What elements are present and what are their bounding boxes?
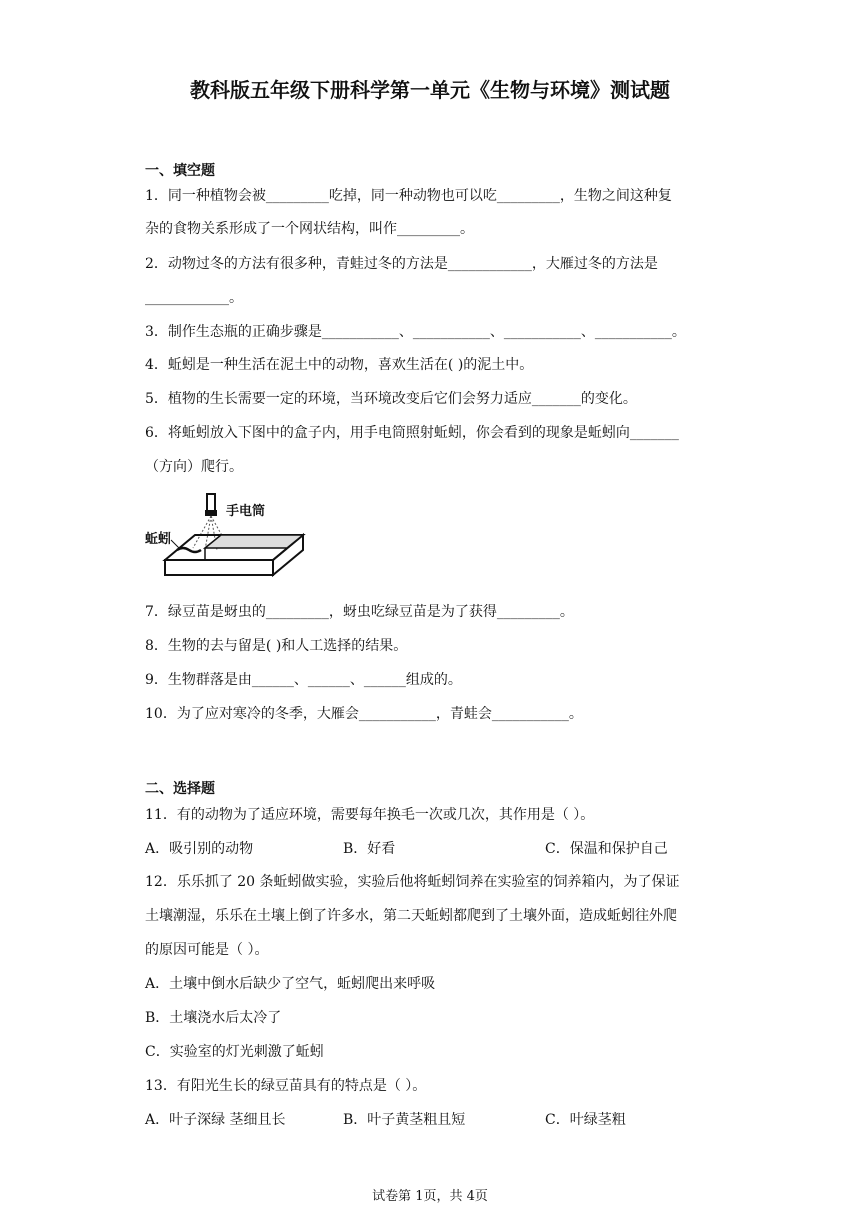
question-2-line-1: 2．动物过冬的方法有很多种，青蛙过冬的方法是____________，大雁过冬的方法是 [145, 256, 658, 272]
section-heading-fill-in: 一、填空题 [145, 163, 215, 179]
page-title: 教科版五年级下册科学第一单元《生物与环境》测试题 [190, 78, 670, 102]
worm-icon [177, 548, 201, 552]
section-heading-multiple-choice: 二、选择题 [145, 781, 215, 797]
page-footer: 试卷第 1页，共 4页 [372, 1189, 488, 1204]
question-8: 8．生物的去与留是( )和人工选择的结果。 [145, 638, 408, 654]
question-12-option-b: B．土壤浇水后太冷了 [145, 1010, 282, 1026]
question-1-line-2: 杂的食物关系形成了一个网状结构，叫作_________。 [145, 221, 474, 237]
question-12-line-3: 的原因可能是（ ）。 [145, 942, 269, 958]
question-12-line-1: 12．乐乐抓了 20 条蚯蚓做实验，实验后他将蚯蚓饲养在实验室的饲养箱内，为了保证 [145, 874, 680, 890]
question-3: 3．制作生态瓶的正确步骤是___________、___________、___________、___________。 [145, 324, 686, 340]
question-4: 4．蚯蚓是一种生活在泥土中的动物，喜欢生活在( )的泥土中。 [145, 357, 534, 373]
question-13: 13．有阳光生长的绿豆苗具有的特点是（ ）。 [145, 1078, 427, 1094]
question-13-option-a: A．叶子深绿 茎细且长 [145, 1112, 286, 1128]
question-1-line-1: 1．同一种植物会被_________吃掉，同一种动物也可以吃_________，生物之间这种复 [145, 188, 672, 204]
question-9: 9．生物群落是由______、______、______组成的。 [145, 672, 462, 688]
question-6-line-2: （方向）爬行。 [145, 459, 243, 475]
question-2-line-2: ____________。 [145, 290, 243, 306]
question-11-option-b: B．好看 [343, 841, 396, 857]
worm-label: 蚯蚓 [145, 532, 172, 547]
question-11-option-a: A．吸引别的动物 [145, 841, 254, 857]
question-6-line-1: 6．将蚯蚓放入下图中的盒子内，用手电筒照射蚯蚓，你会看到的现象是蚯蚓向_______ [145, 425, 679, 441]
question-7: 7．绿豆苗是蚜虫的_________，蚜虫吃绿豆苗是为了获得_________。 [145, 604, 574, 620]
question-13-option-b: B．叶子黄茎粗且短 [343, 1112, 466, 1128]
question-11-option-c: C．保温和保护自己 [545, 841, 668, 857]
question-10: 10．为了应对寒冷的冬季，大雁会___________，青蛙会___________。 [145, 706, 583, 722]
worm-box-figure [143, 490, 313, 585]
question-12-option-a: A．土壤中倒水后缺少了空气，蚯蚓爬出来呼吸 [145, 976, 436, 992]
question-13-option-c: C．叶绿茎粗 [545, 1112, 626, 1128]
question-11: 11．有的动物为了适应环境，需要每年换毛一次或几次，其作用是（ ）。 [145, 807, 595, 823]
question-5: 5．植物的生长需要一定的环境，当环境改变后它们会努力适应_______的变化。 [145, 391, 637, 407]
question-12-option-c: C．实验室的灯光刺激了蚯蚓 [145, 1044, 324, 1060]
flashlight-label: 手电筒 [226, 504, 266, 519]
question-12-line-2: 土壤潮湿，乐乐在土壤上倒了许多水，第二天蚯蚓都爬到了土壤外面，造成蚯蚓往外爬 [145, 908, 677, 924]
